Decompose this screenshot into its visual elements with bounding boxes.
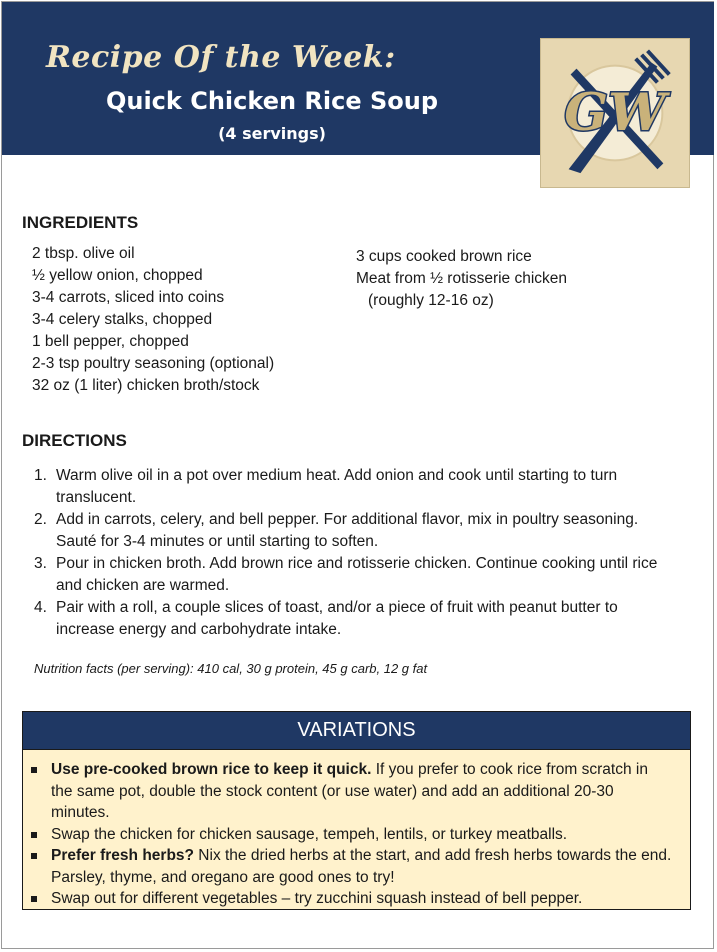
variation-item (51, 888, 672, 910)
variation-bold: Prefer fresh herbs? (51, 847, 194, 864)
bullet-icon (31, 896, 37, 902)
variation-bold: Use pre-cooked brown rice to keep it quick. (51, 761, 372, 778)
variation-item (51, 845, 672, 888)
ingredient-item: 32 oz (1 liter) chicken broth/stock (32, 377, 260, 394)
gw-logo (540, 38, 690, 188)
directions-list (34, 465, 674, 641)
step-number: 4. (34, 599, 47, 616)
variations-box (22, 711, 691, 910)
ingredient-item: ½ yellow onion, chopped (32, 267, 203, 284)
ingredient-item: 3-4 celery stalks, chopped (32, 311, 213, 328)
direction-step (34, 465, 674, 509)
step-text: Pair with a roll, a couple slices of toast, and/or a piece of fruit with peanut butter to increase energy and carbohydrate intake. (56, 599, 618, 638)
ingredient-item: 2-3 tsp poultry seasoning (optional) (32, 355, 275, 372)
recipe-week-title: Recipe Of the Week: (46, 40, 396, 75)
bullet-icon (31, 853, 37, 859)
variation-item (51, 824, 672, 846)
step-number: 1. (34, 467, 47, 484)
step-number: 2. (34, 511, 47, 528)
step-number: 3. (34, 555, 47, 572)
ingredient-item: 1 bell pepper, chopped (32, 333, 189, 350)
variation-text: Nix the dried herbs at the start, and add fresh herbs towards the end. Parsley, thyme, and oregano are good ones to try! (51, 847, 672, 886)
variations-list (23, 750, 690, 910)
variation-text: If you prefer to cook rice from scratch in the same pot, double the stock content (or use water) and add an additional 20-30 minutes. (51, 761, 648, 821)
variation-text: Swap out for different vegetables – try zucchini squash instead of bell pepper. (51, 890, 583, 907)
servings-label: (4 servings) (218, 124, 326, 143)
nutrition-facts: Nutrition facts (per serving): 410 cal, 30 g protein, 45 g carb, 12 g fat (34, 661, 428, 676)
step-text: Pour in chicken broth. Add brown rice and rotisserie chicken. Continue cooking until rice and chicken are warmed. (56, 555, 658, 594)
variations-heading: VARIATIONS (23, 712, 690, 750)
logo-letters: GW (564, 82, 666, 143)
ingredient-item: (roughly 12-16 oz) (368, 292, 494, 309)
ingredient-item: 2 tbsp. olive oil (32, 245, 135, 262)
step-text: Warm olive oil in a pot over medium heat. Add onion and cook until starting to turn translucent. (56, 467, 618, 506)
step-text: Add in carrots, celery, and bell pepper. For additional flavor, mix in poultry seasoning. Sauté for 3-4 minutes or until starting to soften. (56, 511, 639, 550)
ingredients-list-left (32, 243, 274, 397)
direction-step (34, 509, 674, 553)
recipe-name: Quick Chicken Rice Soup (105, 87, 439, 115)
direction-step (34, 597, 674, 641)
ingredient-item: Meat from ½ rotisserie chicken (356, 270, 568, 287)
bullet-icon (31, 832, 37, 838)
ingredients-heading: INGREDIENTS (22, 213, 139, 232)
directions-heading: DIRECTIONS (22, 431, 127, 450)
ingredients-list-right (356, 246, 567, 312)
ingredient-item: 3 cups cooked brown rice (356, 248, 532, 265)
ingredient-item: 3-4 carrots, sliced into coins (32, 289, 225, 306)
bullet-icon (31, 767, 37, 773)
variation-text: Swap the chicken for chicken sausage, tempeh, lentils, or turkey meatballs. (51, 825, 568, 843)
variation-item (51, 759, 672, 824)
direction-step (34, 553, 674, 597)
